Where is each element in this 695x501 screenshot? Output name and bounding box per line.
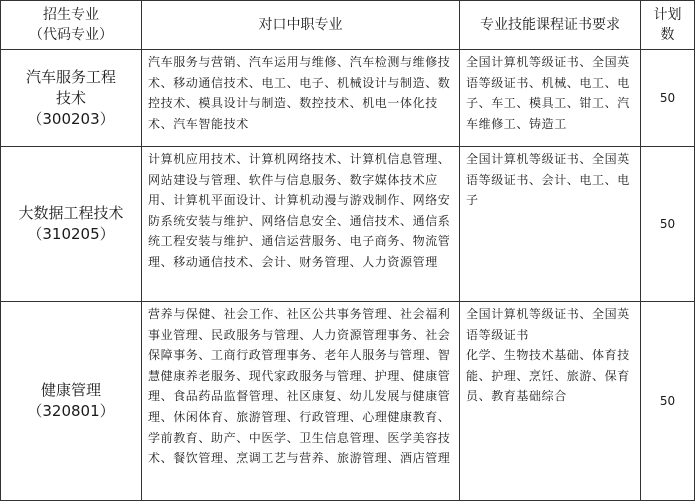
major-cell xyxy=(1,302,142,501)
certs-part-a: 全国计算机等级证书、全国英语等级证书 xyxy=(466,307,630,342)
major-code: （320801） xyxy=(27,402,115,420)
vocational-cell: 计算机应用技术、计算机网络技术、计算机信息管理、网站建设与管理、软件与信息服务、数字媒体技术应用、计算机平面设计、计算机动漫与游戏制作、网络安防系统安装与维护、网络信息安全、通信技术、通信系统工程安装与维护、通信运营服务、电子商务、物流管理、移动通信技术、会计、财务管理、人力资源管理 xyxy=(142,147,460,302)
vocational-cell: 营养与保健、社会工作、社区公共事务管理、社会福利事业管理、民政服务与管理、人力资源管理事务、社会保障事务、工商行政管理事务、老年人服务与管理、智慧健康养老服务、现代家政服务与管理、护理、健康管理、食品药品监督管理、社区康复、幼儿发展与健康管理、休闲体育、旅游管理、行政管理、心理健康教育、学前教育、助产、中医学、卫生信息管理、医学美容技术、餐饮管理、烹调工艺与营养、旅游管理、酒店管理 xyxy=(142,302,460,501)
table-row xyxy=(1,50,695,147)
table-row xyxy=(1,302,695,501)
header-major xyxy=(1,1,142,50)
plan-cell: 50 xyxy=(641,147,695,302)
certs-cell xyxy=(460,302,641,501)
certs-cell: 全国计算机等级证书、全国英语等级证书、会计、电工、电子 xyxy=(460,147,641,302)
major-name: 大数据工程技术 xyxy=(18,204,124,222)
plan-cell: 50 xyxy=(641,302,695,501)
header-plan-line2: 数 xyxy=(660,27,675,43)
major-code: （300203） xyxy=(27,109,115,128)
header-major-line1: 招生专业 xyxy=(43,7,99,23)
header-vocational: 对口中职专业 xyxy=(142,1,460,50)
certs-part-b: 化学、生物技术基础、体育技能、护理、烹饪、旅游、保育员、教育基础综合 xyxy=(466,348,630,404)
vocational-cell: 汽车服务与营销、汽车运用与维修、汽车检测与维修技术、移动通信技术、电工、电子、机械设计与制造、数控技术、模具设计与制造、数控技术、机电一体化技术、汽车智能技术 xyxy=(142,50,460,147)
major-code: （310205） xyxy=(27,225,115,243)
major-cell xyxy=(1,147,142,302)
header-plan-line1: 计划 xyxy=(653,7,682,23)
major-name: 健康管理 xyxy=(40,381,101,399)
major-name: 汽车服务工程技术 xyxy=(25,67,116,107)
plan-cell: 50 xyxy=(641,50,695,147)
header-plan xyxy=(641,1,695,50)
certs-cell: 全国计算机等级证书、全国英语等级证书、机械、电工、电子、车工、模具工、钳工、汽车维修工、铸造工 xyxy=(460,50,641,147)
table-row xyxy=(1,147,695,302)
major-cell xyxy=(1,50,142,147)
header-row xyxy=(1,1,695,50)
header-major-line2: （代码专业） xyxy=(29,27,113,43)
header-certs: 专业技能课程证书要求 xyxy=(460,1,641,50)
